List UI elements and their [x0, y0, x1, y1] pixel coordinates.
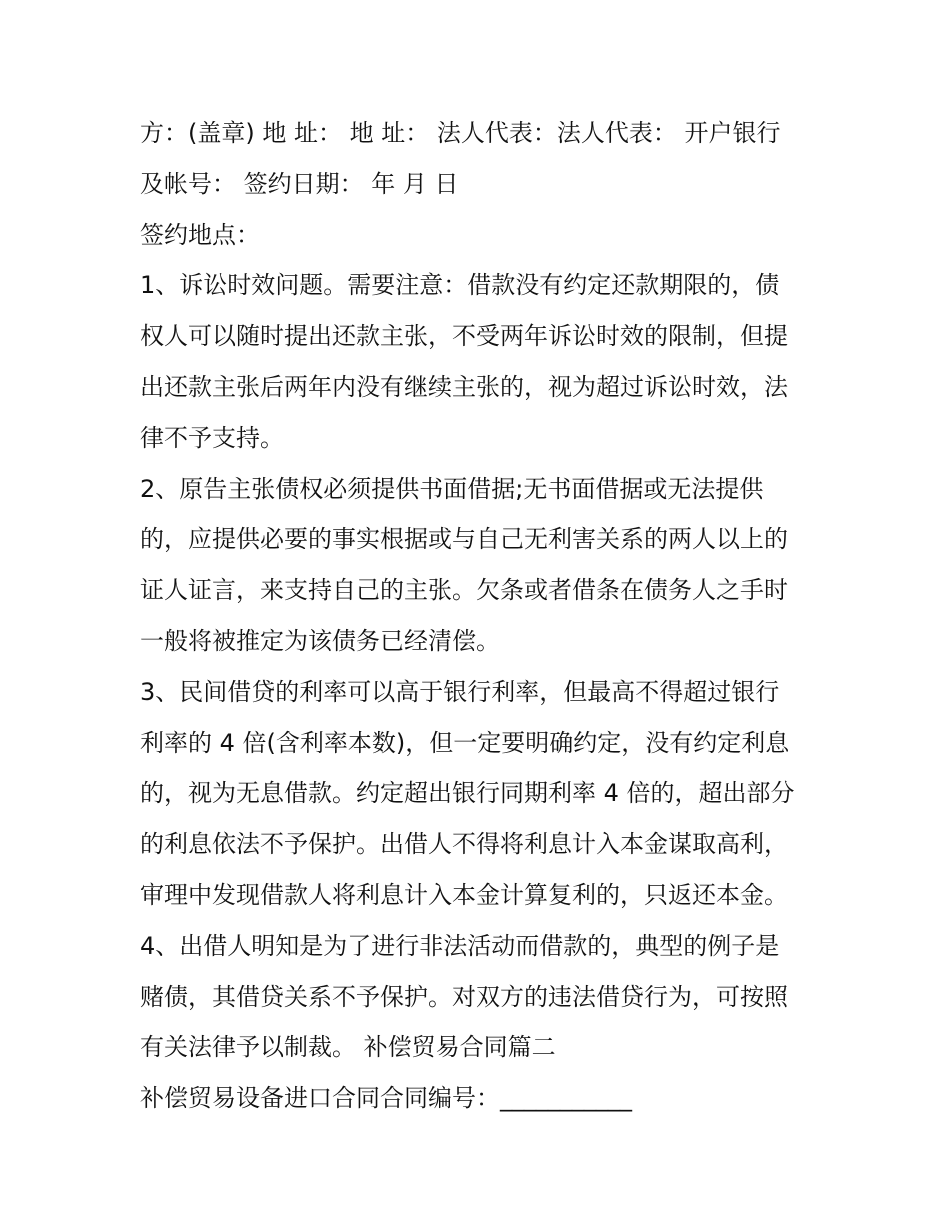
- document-body: [140, 108, 815, 1124]
- contract-number-line: 补偿贸易设备进口合同合同编号：___________: [140, 1084, 632, 1113]
- paragraph-line: 证人证言，来支持自己的主张。欠条或者借条在债务人之手时: [140, 576, 788, 605]
- paragraph-line: 权人可以随时提出还款主张，不受两年诉讼时效的限制，但提: [140, 322, 788, 351]
- paragraph-line: 3、民间借贷的利率可以高于银行利率，但最高不得超过银行: [140, 677, 780, 706]
- paragraph-line: 的利息依法不予保护。出借人不得将利息计入本金谋取高利，: [140, 830, 788, 859]
- paragraph-line: 赌债，其借贷关系不予保护。对双方的违法借贷行为，可按照: [140, 982, 788, 1011]
- paragraph-line: 的，视为无息借款。约定超出银行同期利率 4 倍的，超出部分: [140, 779, 795, 808]
- paragraph-line: 出还款主张后两年内没有继续主张的，视为超过诉讼时效，法: [140, 372, 788, 401]
- paragraph-line: 4、出借人明知是为了进行非法活动而借款的，典型的例子是: [140, 931, 780, 960]
- paragraph-line: 一般将被推定为该债务已经清偿。: [140, 626, 500, 655]
- paragraph-line: 律不予支持。: [140, 423, 284, 452]
- paragraph-line: 1、诉讼时效问题。需要注意：借款没有约定还款期限的，债: [140, 271, 780, 300]
- signature-date-line: 及帐号： 签约日期： 年 月 日: [140, 169, 459, 198]
- signing-place-line: 签约地点：: [140, 220, 260, 249]
- section-heading-line: 有关法律予以制裁。 补偿贸易合同篇二: [140, 1033, 556, 1062]
- signature-fields-line: 方：(盖章) 地 址： 地 址： 法人代表：法人代表： 开户银行: [140, 119, 781, 147]
- paragraph-line: 2、原告主张债权必须提供书面借据;无书面借据或无法提供: [140, 474, 764, 503]
- paragraph-line: 的，应提供必要的事实根据或与自己无利害关系的两人以上的: [140, 525, 788, 554]
- paragraph-line: 利率的 4 倍(含利率本数)，但一定要明确约定，没有约定利息: [140, 728, 790, 757]
- paragraph-line: 审理中发现借款人将利息计入本金计算复利的，只返还本金。: [140, 880, 788, 909]
